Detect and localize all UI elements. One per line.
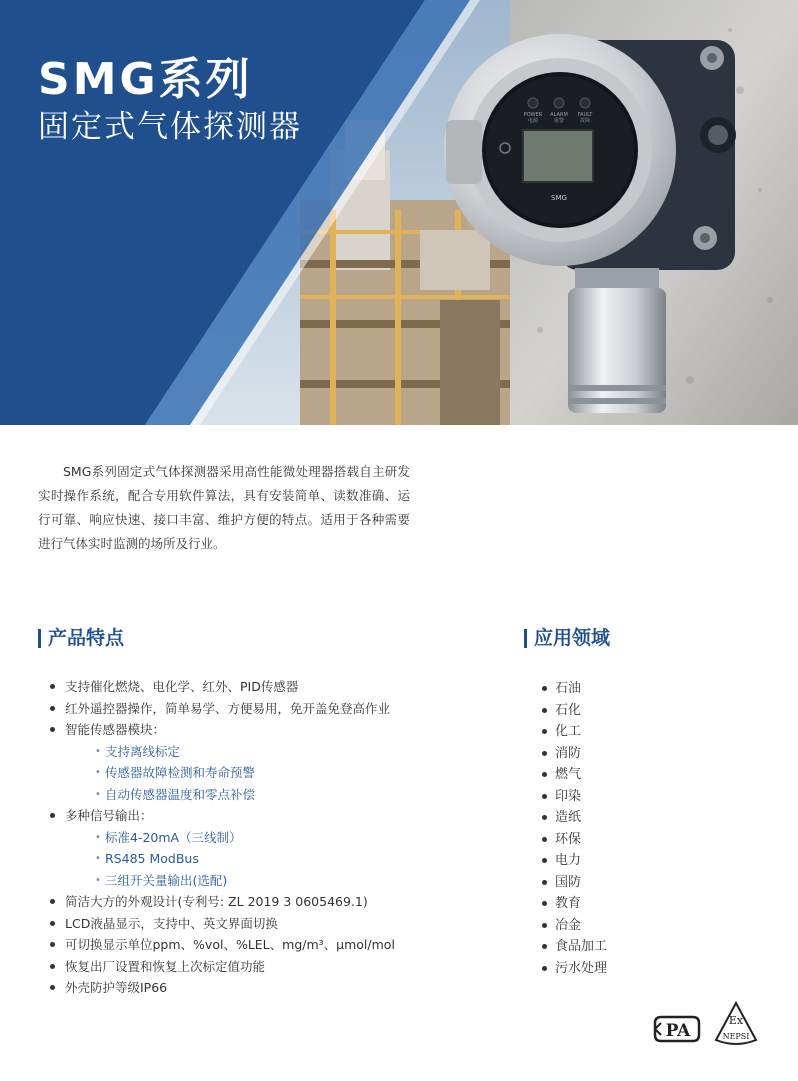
application-item: 冶金 (542, 915, 607, 937)
feature-item (50, 956, 470, 978)
feature-text: 外壳防护等级IP66 (65, 980, 168, 995)
application-item: 消防 (542, 743, 607, 765)
feature-subitem: • 标准4-20mA（三线制） (95, 827, 470, 849)
feature-subitem: • 传感器故障检测和寿命预警 (95, 762, 470, 784)
feature-text: 红外遥控器操作，简单易学、方便易用，免开盖免登高作业 (65, 700, 391, 716)
feature-item (50, 913, 470, 935)
application-item: 食品加工 (542, 936, 607, 958)
nepsi-cert-text: NEPSI (722, 1032, 750, 1041)
led-alarm-label-zh: 报警 (553, 118, 565, 124)
feature-subitem: • 自动传感器温度和零点补偿 (95, 784, 470, 806)
led-fault-label-zh: 故障 (579, 118, 591, 124)
nepsi-cert-logo (712, 1000, 760, 1048)
feature-text: 智能传感器模块： (65, 722, 166, 737)
led-power-label: POWER (523, 112, 543, 118)
page-title: SMG系列 (38, 54, 253, 105)
application-item: 造纸 (542, 807, 607, 829)
feature-subitem: • 三组开关量输出(选配) (95, 870, 470, 892)
feature-item (50, 676, 470, 698)
feature-subitem: • RS485 ModBus (95, 848, 470, 870)
ex-cert-text: Ex (728, 1014, 744, 1027)
feature-sublist (65, 741, 470, 806)
feature-text: 简洁大方的外观设计(专利号: ZL 2019 3 0605469.1) (65, 894, 368, 909)
led-alarm-label: ALARM (550, 112, 568, 118)
application-item: 国防 (542, 872, 607, 894)
application-item: 电力 (542, 850, 607, 872)
feature-item (50, 698, 470, 720)
feature-text: LCD液晶显示，支持中、英文界面切换 (65, 915, 278, 931)
feature-text: 支持催化燃烧、电化学、红外、PID传感器 (65, 679, 299, 694)
feature-subitem: • 支持离线标定 (95, 741, 470, 763)
application-item: 石化 (542, 700, 607, 722)
feature-text: 可切换显示单位ppm、%vol、%LEL、mg/m³、μmol/mol (65, 937, 395, 952)
feature-text: 多种信号输出： (65, 808, 153, 823)
page-subtitle: 固定式气体探测器 (38, 109, 302, 145)
application-item: 燃气 (542, 764, 607, 786)
feature-item (50, 805, 470, 891)
led-power-label-zh: 电源 (527, 118, 539, 124)
led-fault-label: FAULT (577, 112, 593, 118)
feature-item (50, 977, 470, 999)
applications-list (542, 678, 607, 979)
pa-cert-text: PA (665, 1021, 691, 1041)
intro-paragraph: SMG系列固定式气体探测器采用高性能微处理器搭载自主研发实时操作系统，配合专用软件算法，具有安装简单、读数准确、运行可靠、响应快速、接口丰富、维护方便的特点。适用于各种需要进行气体实时监测的场所及行业。 (38, 464, 410, 551)
applications-heading: 应用领域 (524, 627, 610, 649)
feature-item (50, 934, 470, 956)
pa-cert-logo (652, 1014, 702, 1044)
feature-item (50, 891, 470, 913)
feature-text: 恢复出厂设置和恢复上次标定值功能 (65, 958, 266, 974)
feature-sublist (65, 827, 470, 892)
application-item: 印染 (542, 786, 607, 808)
application-item: 环保 (542, 829, 607, 851)
application-item: 教育 (542, 893, 607, 915)
application-item: 污水处理 (542, 958, 607, 980)
application-item: 化工 (542, 721, 607, 743)
application-item: 石油 (542, 678, 607, 700)
device-brand: SMG (551, 194, 567, 202)
features-list (50, 676, 470, 999)
features-heading: 产品特点 (38, 627, 124, 649)
feature-item (50, 719, 470, 805)
hero-banner (0, 0, 798, 425)
lcd-display (523, 130, 593, 182)
